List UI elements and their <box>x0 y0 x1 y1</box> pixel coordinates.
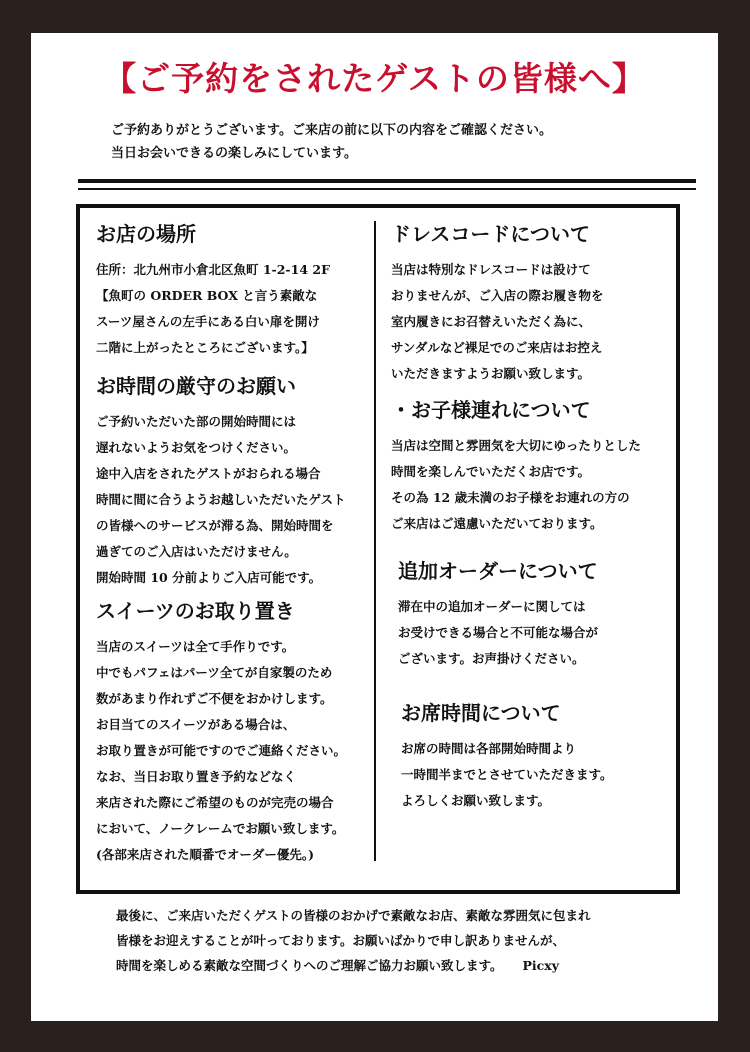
section-line: 来店された際にご希望のものが完売の場合 <box>96 795 334 810</box>
section-line: 当店は特別なドレスコードは設けて <box>391 262 591 277</box>
section-heading: お席時間について <box>401 701 561 725</box>
section-line: おりませんが、ご入店の際お履き物を <box>391 288 604 303</box>
closing-line-text: 時間を楽しめる素敵な空間づくりへのご理解ご協力お願い致します。 <box>116 958 503 973</box>
section-heading: 追加オーダーについて <box>398 559 598 583</box>
section-line: お席の時間は各部開始時間より <box>401 741 577 756</box>
section-dress-code <box>391 221 604 387</box>
divider-rule <box>78 179 696 183</box>
section-line: スーツ屋さんの左手にある白い扉を開け <box>96 314 320 329</box>
section-line: いただきますようお願い致します。 <box>391 366 591 381</box>
section-heading: スイーツのお取り置き <box>96 599 295 623</box>
section-line: その為 12 歳未満のお子様をお連れの方の <box>391 490 630 505</box>
section-heading: お店の場所 <box>96 222 196 246</box>
divider-rule <box>78 188 696 190</box>
section-line: 当店は空間と雰囲気を大切にゆったりとした <box>391 438 641 453</box>
section-line: なお、当日お取り置き予約などなく <box>96 769 297 784</box>
section-line: 過ぎてのご入店はいただけません。 <box>96 544 297 559</box>
closing-text <box>116 903 591 978</box>
section-line: 【魚町の ORDER BOX と言う素敵な <box>96 288 318 303</box>
section-line: 一時間半までとさせていただきます。 <box>401 767 613 782</box>
section-line: 滞在中の追加オーダーに関しては <box>398 599 586 614</box>
section-line: 室内履きにお召替えいただく為に、 <box>391 314 592 329</box>
section-line: お受けできる場合と不可能な場合が <box>398 625 599 640</box>
section-heading: お時間の厳守のお願い <box>96 374 296 398</box>
section-sweets-reserve <box>96 598 346 868</box>
section-line: ございます。お声掛けください。 <box>398 651 585 666</box>
section-line: 開始時間 10 分前よりご入店可能です。 <box>96 570 322 585</box>
section-line: サンダルなど裸足でのご来店はお控え <box>391 340 603 355</box>
closing-line <box>116 953 591 978</box>
section-line: 住所：北九州市小倉北区魚町 1-2-14 2F <box>96 262 330 277</box>
section-line: ご予約いただいた部の開始時間には <box>96 414 297 429</box>
section-punctuality <box>96 373 346 591</box>
intro-text <box>111 119 552 165</box>
section-heading: ・お子様連れについて <box>391 398 591 422</box>
signature: Picxy <box>522 958 559 973</box>
section-line: お取り置きが可能ですのでご連絡ください。 <box>96 743 347 758</box>
intro-line: 当日お会いできるの楽しみにしています。 <box>111 146 357 161</box>
section-line: 時間に間に合うようお越しいただいたゲスト <box>96 492 346 507</box>
notice-page <box>31 33 718 1021</box>
section-line: よろしくお願い致します。 <box>401 793 551 808</box>
column-divider <box>374 221 376 861</box>
section-line: お目当てのスイーツがある場合は、 <box>96 717 296 732</box>
closing-line: 最後に、ご来店いただくゲストの皆様のおかげで素敵なお店、素敵な雰囲気に包まれ <box>116 908 591 923</box>
closing-line: 皆様をお迎えすることが叶っております。お願いばかりで申し訳ありませんが、 <box>116 933 566 948</box>
section-children <box>391 397 641 537</box>
section-line: 当店のスイーツは全て手作りです。 <box>96 639 295 654</box>
section-line: 中でもパフェはパーツ全てが自家製のため <box>96 665 333 680</box>
section-location <box>96 221 330 361</box>
section-line: の皆様へのサービスが滞る為、開始時間を <box>96 518 334 533</box>
page-title: 【ご予約をされたゲストの皆様へ】 <box>103 59 646 98</box>
section-line: 数があまり作れずご不便をおかけします。 <box>96 691 333 706</box>
section-line: 途中入店をされたゲストがおられる場合 <box>96 466 321 481</box>
section-line: 時間を楽しんでいただくお店です。 <box>391 464 591 479</box>
section-line: 二階に上がったところにございます。】 <box>96 340 314 355</box>
section-seat-time <box>401 700 613 814</box>
section-line: において、ノークレームでお願い致します。 <box>96 821 345 836</box>
section-line: 遅れないようお気をつけください。 <box>96 440 297 455</box>
intro-line: ご予約ありがとうございます。ご来店の前に以下の内容をご確認ください。 <box>111 123 552 138</box>
section-additional-order <box>398 558 598 672</box>
section-heading: ドレスコードについて <box>391 222 590 246</box>
section-line: ご来店はご遠慮いただいております。 <box>391 516 603 531</box>
section-line: (各部来店された順番でオーダー優先。) <box>96 847 315 862</box>
